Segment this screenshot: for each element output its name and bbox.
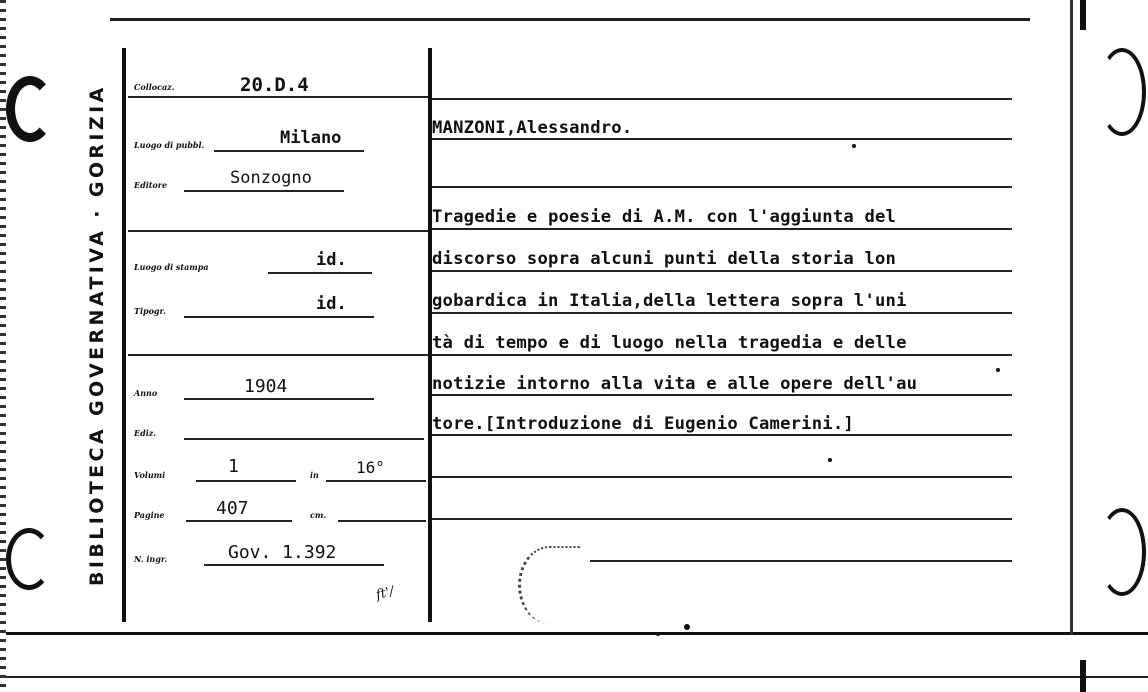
speck bbox=[656, 632, 660, 636]
n-ingr-label: N. ingr. bbox=[134, 554, 168, 564]
scan-left-noise bbox=[0, 0, 6, 692]
n-ingr-value: Gov. 1.392 bbox=[228, 542, 337, 563]
card-top-edge bbox=[110, 18, 1030, 21]
pagine-suffix-rule bbox=[338, 520, 426, 522]
description-line-1: Tragedie e poesie di A.M. con l'aggiunta del bbox=[432, 207, 897, 227]
luogo-pubbl-label: Luogo di pubbl. bbox=[134, 140, 205, 150]
description-line-6: tore.[Introduzione di Eugenio Camerini.] bbox=[432, 414, 854, 434]
anno-label: Anno bbox=[134, 388, 158, 398]
speck bbox=[684, 624, 690, 630]
collocazione-label: Collocaz. bbox=[134, 82, 175, 92]
volumi-value: 1 bbox=[228, 456, 239, 477]
library-stamp: BIBLIOTECA GOVERNATIVA · GORIZIA bbox=[86, 84, 108, 586]
card-bottom-edge bbox=[0, 632, 1148, 635]
entry-rule-5 bbox=[432, 270, 1012, 272]
scan-bottom-line bbox=[0, 676, 1148, 678]
entry-rule-1 bbox=[432, 98, 1012, 100]
entry-rule-3 bbox=[432, 186, 1012, 188]
collocazione-value: 20.D.4 bbox=[240, 74, 309, 96]
blank-row-rule bbox=[128, 230, 428, 232]
description-line-3: gobardica in Italia,della lettera sopra l'uni bbox=[432, 291, 907, 311]
ediz-label: Ediz. bbox=[134, 428, 157, 438]
tipogr-rule bbox=[184, 316, 374, 318]
entry-rule-6 bbox=[432, 312, 1012, 314]
card-right-edge bbox=[1070, 0, 1073, 635]
scan-right-border bbox=[1080, 0, 1086, 30]
punch-hole-top-right bbox=[1098, 48, 1146, 136]
author-heading: MANZONI,Alessandro. bbox=[432, 118, 633, 138]
entry-rule-10 bbox=[432, 476, 1012, 478]
description-line-5: notizie intorno alla vita e alle opere dell'au bbox=[432, 374, 918, 394]
handwritten-mark: ft'/ bbox=[374, 584, 396, 603]
ediz-rule bbox=[184, 438, 424, 440]
punch-hole-top-left bbox=[6, 76, 54, 142]
volumi-in-label: in bbox=[310, 470, 319, 480]
pagine-rule bbox=[186, 520, 292, 522]
anno-value: 1904 bbox=[244, 376, 288, 397]
punch-hole-bottom-left bbox=[6, 528, 52, 590]
entry-rule-4 bbox=[432, 228, 1012, 230]
volumi-format-value: 16° bbox=[356, 458, 385, 477]
editore-rule bbox=[184, 190, 344, 192]
pagine-suffix-label: cm. bbox=[310, 510, 327, 520]
description-line-2: discorso sopra alcuni punti della storia lon bbox=[432, 249, 897, 269]
entry-rule-7 bbox=[432, 354, 1012, 356]
tipogr-value: id. bbox=[316, 294, 347, 314]
left-column-divider bbox=[122, 48, 126, 622]
speck bbox=[996, 368, 1000, 372]
anno-rule bbox=[184, 398, 374, 400]
editore-label: Editore bbox=[134, 180, 168, 190]
entry-rule-9 bbox=[432, 434, 1012, 436]
pagine-label: Pagine bbox=[134, 510, 165, 520]
luogo-stampa-label: Luogo di stampa bbox=[134, 262, 209, 272]
pagine-value: 407 bbox=[216, 498, 249, 519]
scan-right-border-lower bbox=[1080, 660, 1086, 692]
entry-rule-2 bbox=[432, 138, 1012, 140]
ink-smudge bbox=[518, 546, 581, 624]
luogo-stampa-value: id. bbox=[316, 250, 347, 270]
speck bbox=[852, 144, 856, 148]
luogo-pubbl-value: Milano bbox=[280, 128, 342, 148]
volumi-rule bbox=[196, 480, 296, 482]
volumi-label: Volumi bbox=[134, 470, 166, 480]
n-ingr-rule bbox=[204, 564, 384, 566]
tipogr-label: Tipogr. bbox=[134, 306, 166, 316]
description-line-4: tà di tempo e di luogo nella tragedia e delle bbox=[432, 333, 907, 353]
formato-rule bbox=[326, 480, 426, 482]
speck bbox=[828, 458, 832, 462]
blank-row-rule-2 bbox=[128, 354, 428, 356]
collocazione-rule bbox=[128, 96, 428, 98]
entry-rule-8 bbox=[432, 394, 1012, 396]
editore-value: Sonzogno bbox=[230, 168, 312, 188]
entry-rule-11 bbox=[432, 518, 1012, 520]
entry-rule-12 bbox=[590, 560, 1012, 562]
punch-hole-bottom-right bbox=[1098, 508, 1146, 596]
luogo-pubbl-rule bbox=[214, 150, 364, 152]
luogo-stampa-rule bbox=[268, 272, 372, 274]
